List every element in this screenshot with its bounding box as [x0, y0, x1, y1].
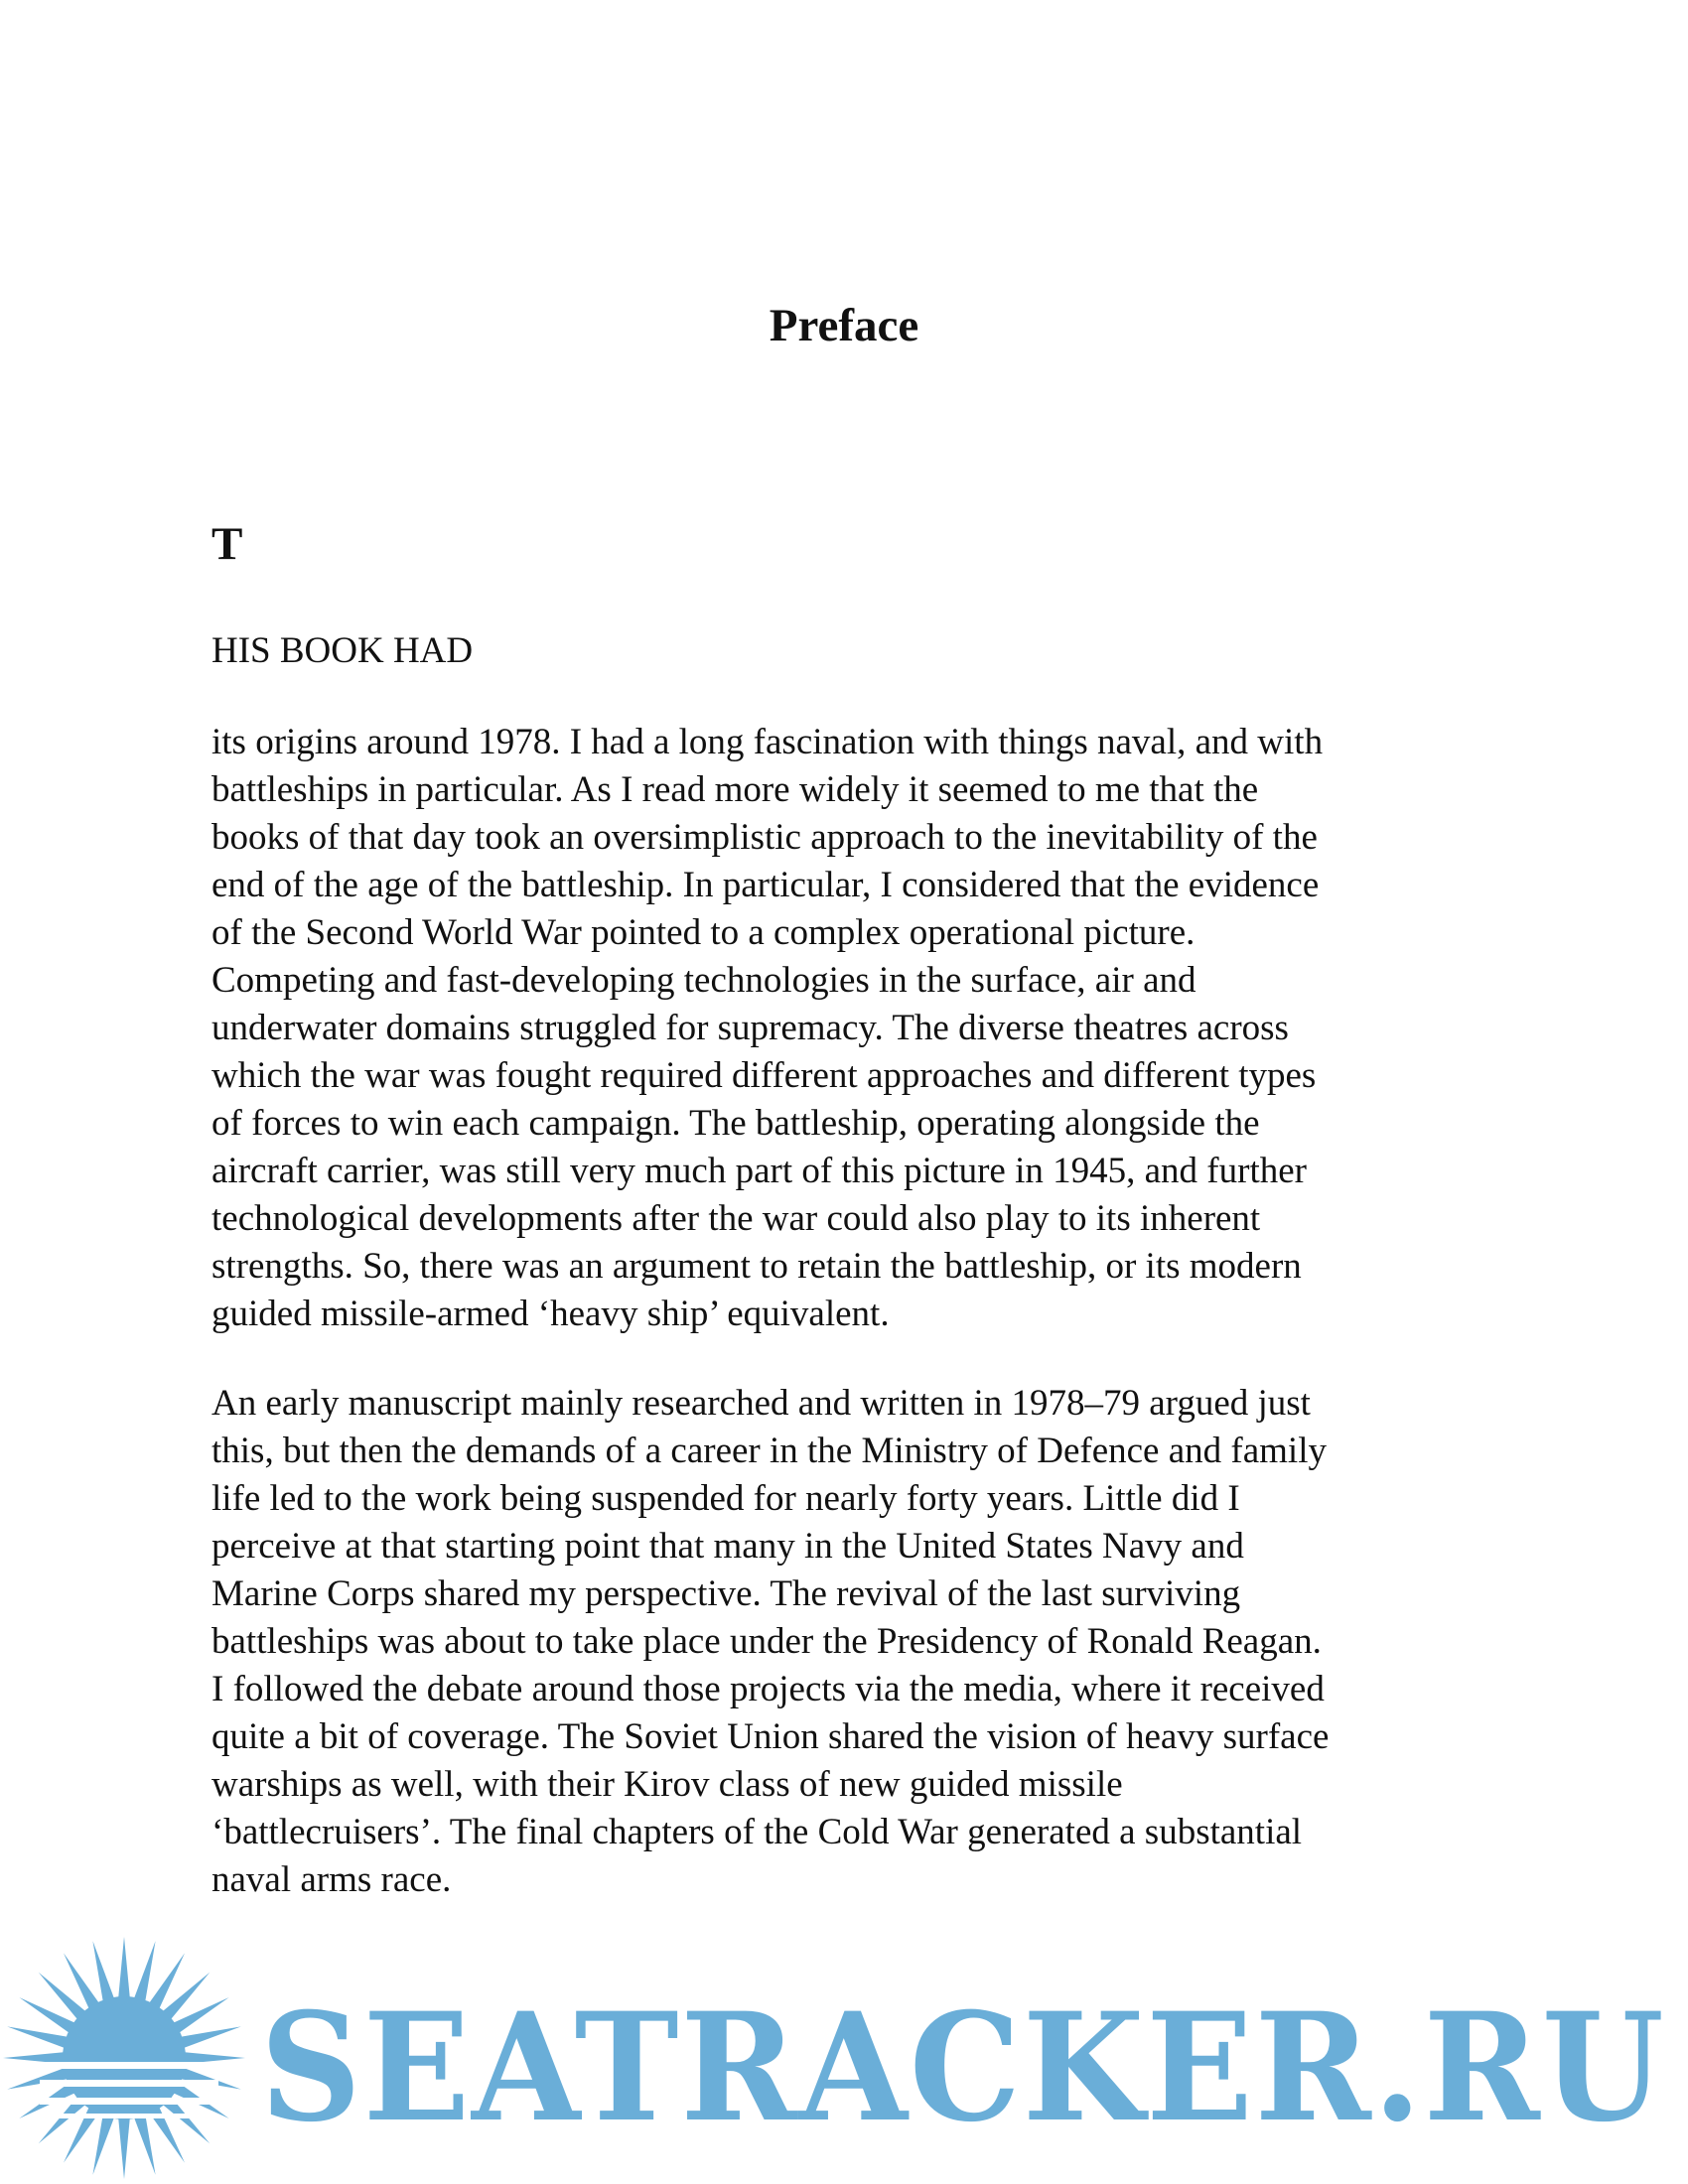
sun-ray	[7, 2026, 69, 2048]
lead-in-text: HIS BOOK HAD	[211, 630, 474, 671]
text-line: end of the age of the battleship. In particular, I considered that the evidence	[211, 865, 1320, 905]
text-line: of forces to win each campaign. The battleship, operating alongside the	[211, 1103, 1260, 1144]
text-line: quite a bit of coverage. The Soviet Union shared the vision of heavy surface	[211, 1716, 1330, 1757]
text-line: technological developments after the war could also play to its inherent	[211, 1198, 1261, 1239]
watermark-text: SEATRACKER.RU	[260, 1980, 1666, 2155]
text-line: its origins around 1978. I had a long fascination with things naval, and with	[211, 722, 1324, 762]
text-line: battleships in particular. As I read more widely it seemed to me that the	[211, 769, 1259, 810]
paragraph-1	[211, 719, 1502, 1338]
text-line: life led to the work being suspended for nearly forty years. Little did I	[211, 1478, 1240, 1519]
text-line: Competing and fast-developing technologies in the surface, air and	[211, 960, 1196, 1001]
text-line: warships as well, with their Kirov class of new guided missile	[211, 1764, 1123, 1805]
text-line: An early manuscript mainly researched and written in 1978–79 argued just	[211, 1383, 1311, 1424]
sun-ray	[118, 2117, 130, 2179]
text-line: I followed the debate around those projects via the media, where it received	[211, 1669, 1325, 1709]
text-line: aircraft carrier, was still very much part of this picture in 1945, and further	[211, 1151, 1307, 1191]
text-line: which the war was fought required different approaches and different types	[211, 1055, 1317, 1096]
text-line: Marine Corps shared my perspective. The revival of the last surviving	[211, 1573, 1241, 1614]
sun-ray	[92, 1941, 114, 2002]
text-line: guided missile-armed ‘heavy ship’ equivalent.	[211, 1294, 890, 1334]
text-line: perceive at that starting point that many in the United States Navy and	[211, 1526, 1244, 1567]
text-line: books of that day took an oversimplistic approach to the inevitability of the	[211, 817, 1318, 858]
sun-ray	[134, 2114, 156, 2175]
drop-cap: T	[211, 518, 243, 570]
sun-icon	[0, 1931, 258, 2184]
text-line: ‘battlecruisers’. The final chapters of the Cold War generated a substantial	[211, 1812, 1303, 1852]
text-line: underwater domains struggled for supremacy. The diverse theatres across	[211, 1008, 1289, 1048]
paragraph-2	[211, 1380, 1502, 1904]
text-line: of the Second World War pointed to a complex operational picture.	[211, 912, 1196, 953]
text-line: this, but then the demands of a career in the Ministry of Defence and family	[211, 1431, 1327, 1471]
sun-ray	[180, 2026, 241, 2048]
text-line: battleships was about to take place under the Presidency of Ronald Reagan.	[211, 1621, 1322, 1662]
sun-ray	[118, 1937, 130, 1998]
text-line: naval arms race.	[211, 1859, 452, 1900]
sun-ray	[92, 2114, 114, 2175]
text-line: strengths. So, there was an argument to retain the battleship, or its modern	[211, 1246, 1302, 1287]
sun-ray	[134, 1941, 156, 2002]
page-title: Preface	[769, 300, 919, 351]
